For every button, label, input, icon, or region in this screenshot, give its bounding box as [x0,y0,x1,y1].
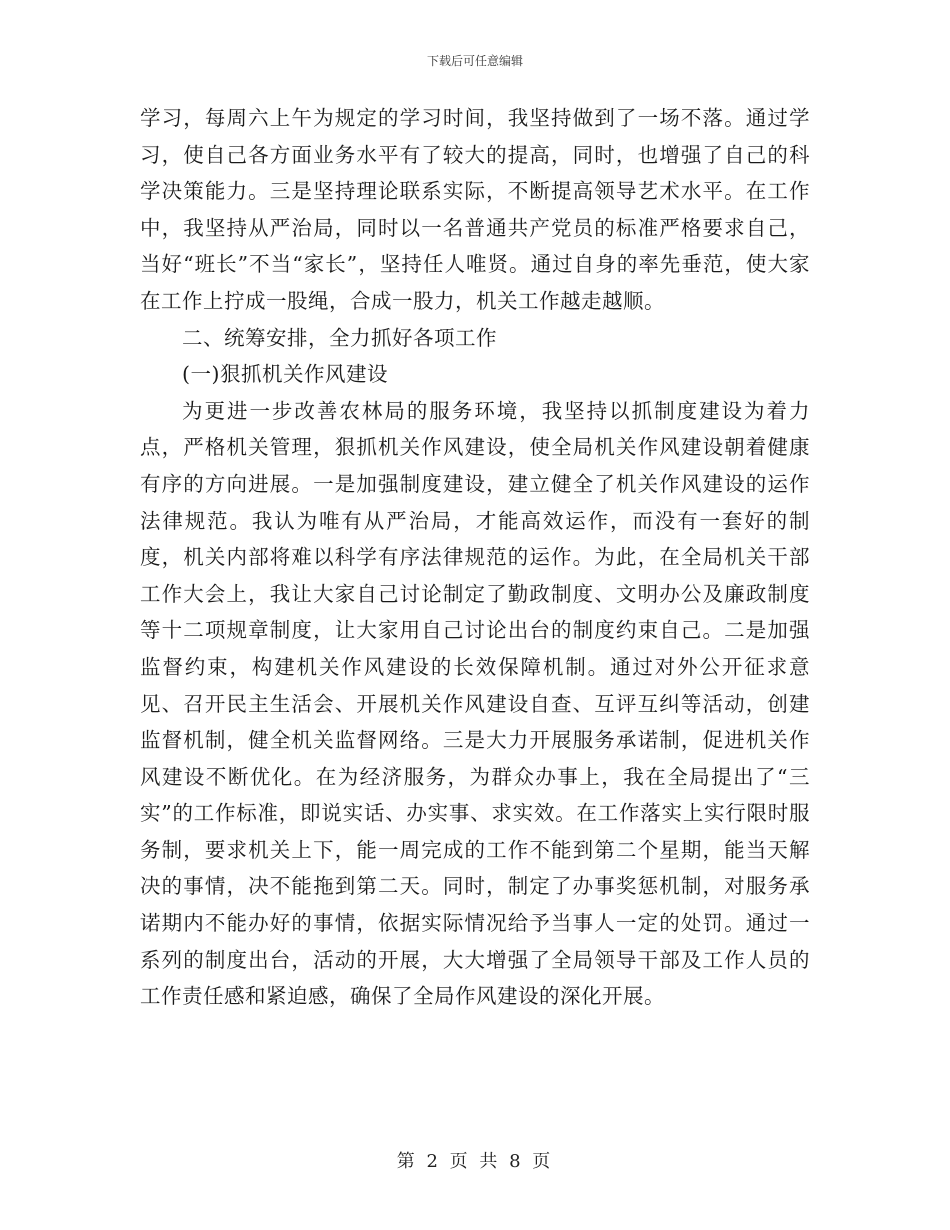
section-heading: 二、统筹安排，全力抓好各项工作 [182,325,497,350]
document-body [140,100,810,1015]
paragraph-body: 为更进一步改善农林局的服务环境，我坚持以抓制度建设为着力点，严格机关管理，狠抓机关作风建设，使全局机关作风建设朝着健康有序的方向进展。一是加强制度建设，建立健全了机关作风建设的运作法律规范。我认为唯有从严治局，才能高效运作，而没有一套好的制度，机关内部将难以科学有序法律规范的运作。为此，在全局机关干部工作大会上，我让大家自己讨论制定了勤政制度、文明办公及廉政制度等十二项规章制度，让大家用自己讨论出台的制度约束自己。二是加强监督约束，构建机关作风建设的长效保障机制。通过对外公开征求意见、召开民主生活会、开展机关作风建设自查、互评互纠等活动，创建监督机制，健全机关监督网络。三是大力开展服务承诺制，促进机关作风建设不断优化。在为经济服务，为群众办事上，我在全局提出了“三实”的工作标准，即说实话、办实事、求实效。在工作落实上实行限时服务制，要求机关上下，能一周完成的工作不能到第二个星期，能当天解决的事情，决不能拖到第二天。同时，制定了办事奖惩机制，对服务承诺期内不能办好的事情，依据实际情况给予当事人一定的处罚。通过一系列的制度出台，活动的开展，大大增强了全局领导干部及工作人员的工作责任感和紧迫感，确保了全局作风建设的深化开展。 [140,398,810,1009]
subsection-heading: (一)狠抓机关作风建设 [182,362,388,387]
page-number: 第 2 页 共 8 页 [396,1151,554,1172]
page-header-note: 下载后可任意编辑 [426,54,523,68]
paragraph-continued: 学习，每周六上午为规定的学习时间，我坚持做到了一场不落。通过学习，使自己各方面业务水平有了较大的提高，同时，也增强了自己的科学决策能力。三是坚持理论联系实际，不断提高领导艺术水平。在工作中，我坚持从严治局，同时以一名普通共产党员的标准严格要求自己，当好“班长”不当“家长”，坚持任人唯贤。通过自身的率先垂范，使大家在工作上拧成一股绳，合成一股力，机关工作越走越顺。 [140,106,810,313]
